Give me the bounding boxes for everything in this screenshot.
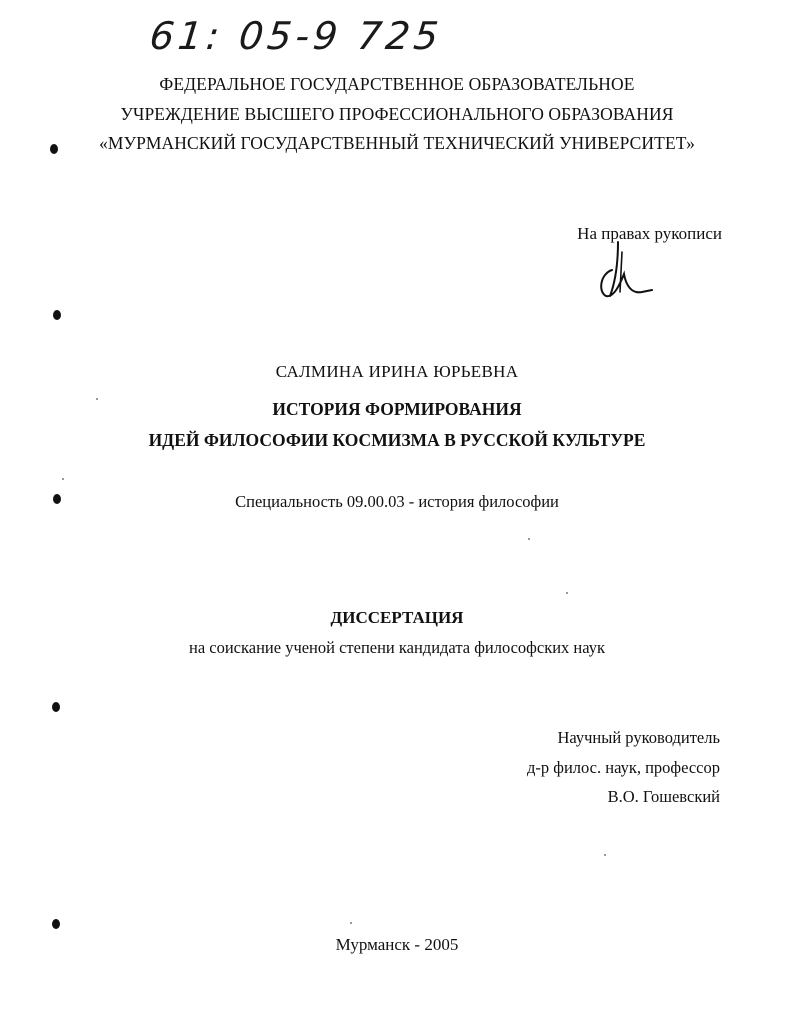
scan-speck xyxy=(96,398,98,400)
author-name: САЛМИНА ИРИНА ЮРЬЕВНА xyxy=(275,362,519,381)
specialty: Специальность 09.00.03 - история философии xyxy=(235,492,559,511)
manuscript-note: На правах рукописи xyxy=(577,224,722,243)
binding-mark xyxy=(53,310,61,320)
binding-mark xyxy=(53,494,61,504)
binding-mark xyxy=(52,702,60,712)
document-type: ДИССЕРТАЦИЯ xyxy=(330,608,464,627)
institution-line-3: «МУРМАНСКИЙ ГОСУДАРСТВЕННЫЙ ТЕХНИЧЕСКИЙ УНИВЕРСИТЕТ» xyxy=(99,133,695,153)
title-line-2: ИДЕЙ ФИЛОСОФИИ КОСМИЗМА В РУССКОЙ КУЛЬТУРЕ xyxy=(148,430,646,450)
signature-icon xyxy=(596,240,656,302)
scan-speck xyxy=(62,478,64,480)
scan-speck xyxy=(604,854,606,856)
binding-mark xyxy=(52,919,60,929)
binding-mark xyxy=(50,144,58,154)
city-year: Мурманск - 2005 xyxy=(335,935,459,954)
degree-line: на соискание ученой степени кандидата философских наук xyxy=(188,638,605,657)
institution-line-1: ФЕДЕРАЛЬНОЕ ГОСУДАРСТВЕННОЕ ОБРАЗОВАТЕЛЬНОЕ xyxy=(159,74,635,94)
scan-speck xyxy=(566,592,568,594)
institution-line-2: УЧРЕЖДЕНИЕ ВЫСШЕГО ПРОФЕССИОНАЛЬНОГО ОБРАЗОВАНИЯ xyxy=(120,104,674,124)
supervisor-name: В.О. Гошевский xyxy=(607,787,720,806)
archive-code: 61: 05-9 725 xyxy=(147,14,445,58)
scan-speck xyxy=(528,538,530,540)
scan-speck xyxy=(350,922,352,924)
supervisor-rank: д-р филос. наук, профессор xyxy=(527,758,720,777)
supervisor-role: Научный руководитель xyxy=(557,728,720,747)
title-line-1: ИСТОРИЯ ФОРМИРОВАНИЯ xyxy=(272,399,522,419)
